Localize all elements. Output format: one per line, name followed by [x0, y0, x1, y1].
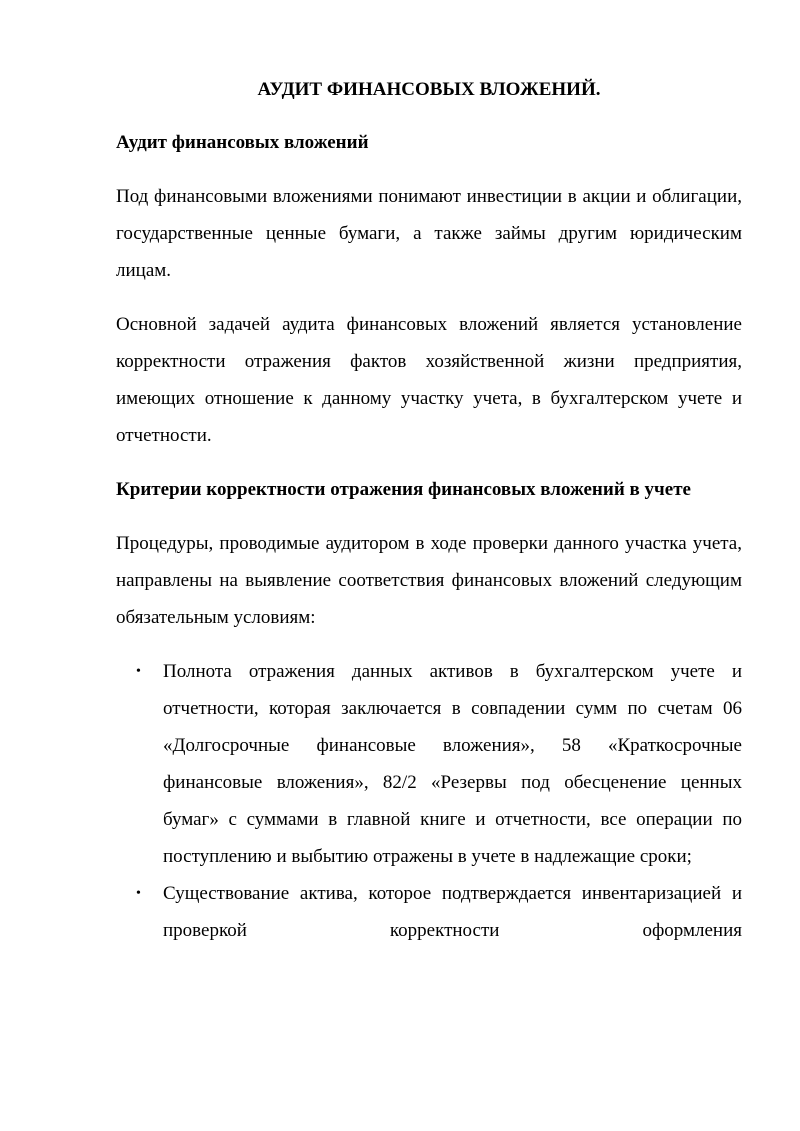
list-item	[116, 653, 742, 875]
paragraph-definition: Под финансовыми вложениями понимают инвестиции в акции и облигации, государственные ценные бумаги, а также займы другим юридическим лицам.	[116, 186, 742, 281]
document-page	[116, 72, 742, 949]
criteria-list	[116, 653, 742, 949]
section-heading-criteria: Критерии корректности отражения финансовых вложений в учете	[116, 479, 691, 500]
bullet-icon: •	[136, 886, 141, 901]
bullet-icon: •	[136, 664, 141, 679]
section-heading-audit: Аудит финансовых вложений	[116, 132, 369, 153]
document-title: АУДИТ ФИНАНСОВЫХ ВЛОЖЕНИЙ.	[257, 79, 601, 100]
paragraph-procedures: Процедуры, проводимые аудитором в ходе проверки данного участка учета, направлены на выявление соответствия финансовых вложений следующим обязательным условиям:	[116, 533, 742, 628]
list-item-text: Существование актива, которое подтверждается инвентаризацией и проверкой корректности оформления	[163, 883, 742, 941]
paragraph-main-task: Основной задачей аудита финансовых вложений является установление корректности отражения фактов хозяйственной жизни предприятия, имеющих отношение к данному участку учета, в бухгалтерском учете и отчетности.	[116, 314, 742, 446]
list-item-text: Полнота отражения данных активов в бухгалтерском учете и отчетности, которая заключается в совпадении сумм по счетам 06 «Долгосрочные финансовые вложения», 58 «Краткосрочные финансовые вложения», 82/2 «Резервы под обесценение ценных бумаг» с суммами в главной книге и отчетности, все операции по поступлению и выбытию отражены в учете в надлежащие сроки;	[163, 661, 742, 867]
list-item	[116, 875, 742, 949]
